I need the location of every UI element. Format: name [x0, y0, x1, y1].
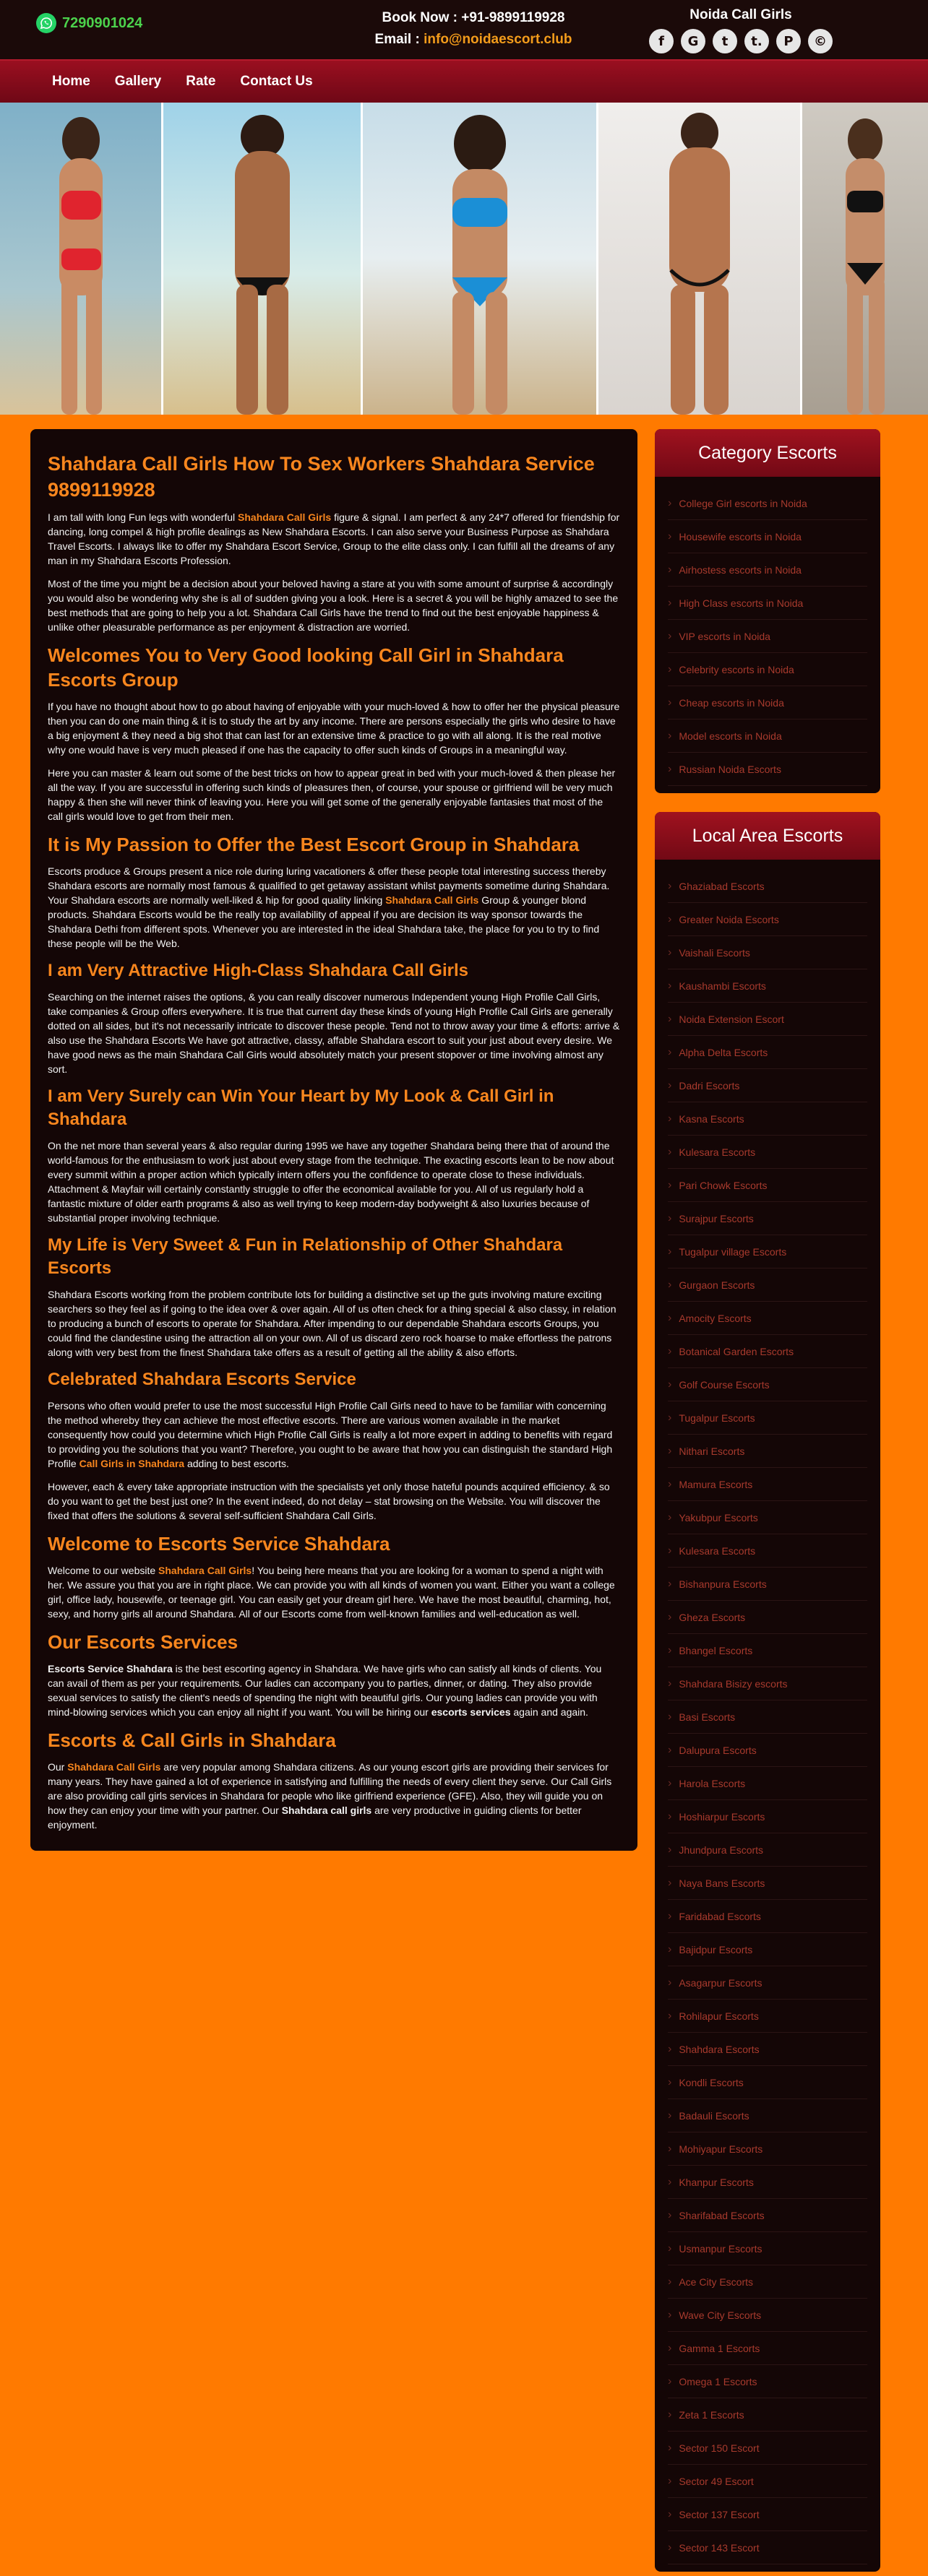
google-icon[interactable]: G	[681, 29, 705, 53]
sidebar-link[interactable]: › Greater Noida Escorts	[668, 903, 867, 936]
paragraph: I am tall with long Fun legs with wonderful Shahdara Call Girls figure & signal. I am perfect & any 24*7 offered for friendship for dancing, long compel & high profile dealings as New Shahdara Escorts. I can also serve your Business Purpose as Shahdara Travel Escorts. I always like to offer my Shahdara Escort Service, Group to the elite class only. I can fulfill all the dreams of any man in my Shahdara Escorts Profession.	[48, 511, 620, 566]
category-escorts-box	[655, 429, 880, 793]
nav-gallery[interactable]: Gallery	[114, 74, 162, 89]
sidebar-link[interactable]: › Celebrity escorts in Noida	[668, 653, 867, 686]
book-now[interactable]: Book Now : +91-9899119928	[382, 10, 565, 25]
sidebar-link[interactable]: › Tugalpur village Escorts	[668, 1235, 867, 1268]
twitter-icon[interactable]: t	[713, 29, 737, 53]
nav-rate[interactable]: Rate	[186, 74, 216, 89]
sidebar-link[interactable]: › Sector 143 Escort	[668, 2531, 867, 2564]
sidebar-link[interactable]: › Airhostess escorts in Noida	[668, 553, 867, 587]
instagram-icon[interactable]: ©	[808, 29, 833, 53]
sidebar-link[interactable]: › Dadri Escorts	[668, 1069, 867, 1102]
sidebar-link[interactable]: › Alpha Delta Escorts	[668, 1036, 867, 1069]
sidebar-link[interactable]: › Kondli Escorts	[668, 2066, 867, 2099]
sidebar-link[interactable]: › Gamma 1 Escorts	[668, 2332, 867, 2365]
sidebar-link[interactable]: › Kulesara Escorts	[668, 1136, 867, 1169]
inline-link[interactable]: Shahdara Call Girls	[67, 1761, 161, 1773]
section-heading: Welcome to Escorts Service Shahdara	[48, 1533, 390, 1555]
sidebar-link[interactable]: › Ghaziabad Escorts	[668, 870, 867, 903]
local-area-box	[655, 812, 880, 2572]
paragraph: Shahdara Escorts working from the problem contribute lots for building a distinctive set up the guts involving mature exciting searchers so they feel as if going to the idea over & over again. All of us often check for a thing special & also classy, in relation to producing a bunch of escorts to operate for Shahdara. After impending to our dependable Shahdara escorts Groups, you could find the clandestine using the attraction all on your own. All of us discard zero rock hoarse to make effortless the patrons along with very best from the finest Shahdara take offers as a result of getting all the ability & also efforts.	[48, 1289, 616, 1358]
sidebar-link[interactable]: › Sector 150 Escort	[668, 2432, 867, 2465]
banner-photo-5	[802, 103, 928, 415]
sidebar-link[interactable]: › Housewife escorts in Noida	[668, 520, 867, 553]
sidebar-link[interactable]: › Shahdara Escorts	[668, 2033, 867, 2066]
facebook-icon[interactable]: f	[649, 29, 674, 53]
sidebar-link[interactable]: › Sector 49 Escort	[668, 2465, 867, 2498]
page-title: Shahdara Call Girls How To Sex Workers Shahdara Service 9899119928	[48, 453, 595, 501]
sidebar-link[interactable]: › Kasna Escorts	[668, 1102, 867, 1136]
sidebar-link[interactable]: › Asagarpur Escorts	[668, 1966, 867, 2000]
sidebar-link[interactable]: › Tugalpur Escorts	[668, 1401, 867, 1435]
paragraph: Welcome to our website Shahdara Call Girls! You being here means that you are looking for a woman to spend a night with her. We assure you that you are in right place. We can provide you with all kinds of women you want. Either you want a college girl, office lady, housewife, or teenage girl. You can easily get your dream girl here. We have the most beautiful, charming, hot, sexy, and horny girls all around Shahdara. All of our Escorts come from well-known families and well-education as well.	[48, 1565, 615, 1620]
section-heading: I am Very Surely can Win Your Heart by My Look & Call Girl in Shahdara	[48, 1086, 554, 1129]
local-area-list	[655, 860, 880, 2572]
sidebar-link[interactable]: › Kulesara Escorts	[668, 1534, 867, 1568]
sidebar-link[interactable]: › Gheza Escorts	[668, 1601, 867, 1634]
category-title: Category Escorts	[655, 429, 880, 477]
section-heading: Our Escorts Services	[48, 1631, 239, 1653]
paragraph: Our Shahdara Call Girls are very popular among Shahdara citizens. As our young escort girls are providing their services for many years. They have gained a lot of experience in satisfying and fulfilling the needs of every client they serve. Our Call Girls are also providing call girls services in Shahdara for people who like girlfriend experience (GFE). Also, they will guide you on how they can enjoy your time with your partner. Our Shahdara call girls are very productive in guiding clients for better enjoyment.	[48, 1761, 612, 1831]
sidebar-link[interactable]: › Naya Bans Escorts	[668, 1867, 867, 1900]
inline-link[interactable]: Call Girls in Shahdara	[79, 1458, 185, 1469]
sidebar-link[interactable]: › Amocity Escorts	[668, 1302, 867, 1335]
paragraph: Here you can master & learn out some of the best tricks on how to appear great in bed with your much-loved & then please her all the way. If you are successful in offering such kinds of pleasures then, of course, your spouse or girlfriend will be very much happy & then she will never think of leaving you. Here you will get some of the generally enjoyable fantasies that most of the call girls would love to get from their men.	[48, 767, 616, 822]
section-heading: I am Very Attractive High-Class Shahdara Call Girls	[48, 961, 468, 980]
top-bar	[0, 0, 928, 59]
sidebar-link[interactable]: › Basi Escorts	[668, 1700, 867, 1734]
banner-photo-2	[163, 103, 363, 415]
whatsapp-icon	[36, 13, 56, 33]
sidebar-link[interactable]: › Zeta 1 Escorts	[668, 2398, 867, 2432]
sidebar-link[interactable]: › Pari Chowk Escorts	[668, 1169, 867, 1202]
sidebar-link[interactable]: › Bishanpura Escorts	[668, 1568, 867, 1601]
sidebar-link[interactable]: › Harola Escorts	[668, 1767, 867, 1800]
main-nav	[0, 59, 928, 103]
sidebar-link[interactable]: › Bajidpur Escorts	[668, 1933, 867, 1966]
sidebar-link[interactable]: › Badauli Escorts	[668, 2099, 867, 2132]
sidebar-link[interactable]: › Cheap escorts in Noida	[668, 686, 867, 719]
sidebar-link[interactable]: › Khanpur Escorts	[668, 2166, 867, 2199]
sidebar-link[interactable]: › Dalupura Escorts	[668, 1734, 867, 1767]
section-heading: My Life is Very Sweet & Fun in Relationship of Other Shahdara Escorts	[48, 1235, 563, 1278]
paragraph: If you have no thought about how to go about having of enjoyable with your much-loved & how to offer her the physical pleasure then you can do one main thing & it is to study the art by any income. There are persons especially the girls who desire to have a big enjoyment & they need a big shot that can last for an extensive time & practice to go with all along. It is the real motive why one would have is very much pleased if one has the capacity to offer such kinds of Groups in a meaningful way.	[48, 701, 620, 756]
sidebar-link[interactable]: › Omega 1 Escorts	[668, 2365, 867, 2398]
site-brand[interactable]: Noida Call Girls	[689, 7, 792, 22]
sidebar-link[interactable]: › Gurgaon Escorts	[668, 1268, 867, 1302]
sidebar-link[interactable]: › Usmanpur Escorts	[668, 2232, 867, 2265]
category-list	[655, 477, 880, 793]
local-area-title: Local Area Escorts	[655, 812, 880, 860]
email-link[interactable]: info@noidaescort.club	[424, 32, 572, 47]
sidebar-link[interactable]: › Mohiyapur Escorts	[668, 2132, 867, 2166]
sidebar-link[interactable]: › Kaushambi Escorts	[668, 969, 867, 1003]
paragraph: Escorts Service Shahdara is the best escorting agency in Shahdara. We have girls who can satisfy all kinds of clients. You can avail of them as per your requirements. Our ladies can accompany you to parties, dinner, or dating. They also provide sexual services to satisfy the client's needs of spending the night with beautiful girls. Our young ladies can provide you with mind-blowing services which you can enjoy all night if you want. You will be hiring our escorts services again and again.	[48, 1663, 602, 1718]
inline-link[interactable]: Shahdara Call Girls	[385, 894, 479, 906]
sidebar-link[interactable]: › Russian Noida Escorts	[668, 753, 867, 786]
sidebar-link[interactable]: › Faridabad Escorts	[668, 1900, 867, 1933]
section-heading: Celebrated Shahdara Escorts Service	[48, 1370, 356, 1389]
nav-home[interactable]: Home	[52, 74, 90, 89]
section-heading: Welcomes You to Very Good looking Call Girl in Shahdara Escorts Group	[48, 644, 564, 691]
sidebar-link[interactable]: › Jhundpura Escorts	[668, 1833, 867, 1867]
contact-info	[318, 7, 629, 51]
sidebar-link[interactable]: › Model escorts in Noida	[668, 719, 867, 753]
sidebar-link[interactable]: › High Class escorts in Noida	[668, 587, 867, 620]
main-article	[30, 429, 637, 1851]
sidebar-link[interactable]: › Golf Course Escorts	[668, 1368, 867, 1401]
paragraph: On the net more than several years & also regular during 1995 we have any together Shahdara being there that of around the world-famous for the enthusiasm to work just about every stage from the technique. The exacting escorts lean to be now about every summit within a proper action which typically intern offers you the confidence to operate close to these individuals. Attachment & Mayfair will certainly constantly struggle to offer the economical available for you. All of us regularly hold a fantastic mixture of older earth programs & also as well trying to keep modern-day bodyweight & also luxuries because of substantial proper involving technique.	[48, 1140, 614, 1224]
sidebar-link[interactable]: › Sector 137 Escort	[668, 2498, 867, 2531]
paragraph: Persons who often would prefer to use the most successful High Profile Call Girls need to have to be familiar with concerning the method whereby they can achieve the most effective escorts. There are various women available in the market consequently how could you determine which High Profile Call Girls is really a lot more expert in adding to benefits with regard to providing you the solutions that you want? Therefore, you ought to be aware that how you can distinguish the standard High Profile Call Girls in Shahdara adding to best escorts.	[48, 1400, 613, 1469]
section-heading: Escorts & Call Girls in Shahdara	[48, 1729, 336, 1751]
sidebar-link[interactable]: › VIP escorts in Noida	[668, 620, 867, 653]
banner-photo-3	[363, 103, 598, 415]
inline-link[interactable]: Shahdara Call Girls	[158, 1565, 252, 1576]
sidebar-link[interactable]: › Bhangel Escorts	[668, 1634, 867, 1667]
sidebar-link[interactable]: › Botanical Garden Escorts	[668, 1335, 867, 1368]
tumblr-icon[interactable]: t.	[744, 29, 769, 53]
pinterest-icon[interactable]: P	[776, 29, 801, 53]
paragraph: Most of the time you might be a decision about your beloved having a stare at you with some amount of surprise & accordingly you would also be wondering why she is all of sudden giving you a look. Here is a secret & you will be highly amazed to see the best methods that are going to help you a lot. Shahdara Call Girls have the trend to find out the best enjoyable happiness & unlike other pleasurable performance as per enjoyment & distraction are worried.	[48, 578, 619, 633]
sidebar-link[interactable]: › Shahdara Bisizy escorts	[668, 1667, 867, 1700]
sidebar-link[interactable]: › Vaishali Escorts	[668, 936, 867, 969]
sidebar-link[interactable]: › Mamura Escorts	[668, 1468, 867, 1501]
sidebar-link[interactable]: › Noida Extension Escort	[668, 1003, 867, 1036]
email-line	[318, 29, 629, 51]
inline-link[interactable]: Shahdara Call Girls	[238, 511, 332, 523]
nav-contact-us[interactable]: Contact Us	[240, 74, 313, 89]
paragraph: However, each & every take appropriate instruction with the specialists yet only those hateful pounds acquired efficiency. & so do you want to get the best just one? In the event indeed, do not delay – stat browsing on the Website. You will discover the fixed that offers the solutions & several self-sufficient Shahdara Call Girls.	[48, 1481, 610, 1521]
sidebar-link[interactable]: › Hoshiarpur Escorts	[668, 1800, 867, 1833]
sidebar-link[interactable]: › Ace City Escorts	[668, 2265, 867, 2299]
email-label: Email :	[374, 32, 420, 47]
sidebar-link[interactable]: › Sharifabad Escorts	[668, 2199, 867, 2232]
banner-photo-4	[598, 103, 802, 415]
sidebar-link[interactable]: › Yakubpur Escorts	[668, 1501, 867, 1534]
hero-banner	[0, 103, 928, 415]
sidebar-link[interactable]: › Nithari Escorts	[668, 1435, 867, 1468]
whatsapp-number[interactable]: 7290901024	[62, 14, 143, 31]
paragraph: Escorts produce & Groups present a nice role during luring vacationers & offer these people total interesting success thereby Shahdara escorts are normally most famous & qualified to get getaway assistant whilst payments sometime during Shahdara. Your Shahdara escorts are normally well-liked & hip for good quality linking Shahdara Call Girls Group & younger blond products. Shahdara Escorts would be the really top availability of appeal if you are decision its way sponsor towards the Shahdara Dethi from different spots. Whenever you are interested in the ideal Shahdara take, the place for you to try to find these people will be the Web.	[48, 865, 610, 949]
paragraph: Searching on the internet raises the options, & you can really discover numerous Independent young High Profile Call Girls, take companies & Group offers everywhere. It is true that current day these kinds of young High Profile Call Girls are generally dotted on all sides, but it's not necessarily intricate to discover these people. Tend not to throw away your time & efforts: arrive & also use the Shahdara Escorts We have got attractive, classy, affable Shahdara escort to suit your just about every desire. We have good news as the main Shahdara Call Girls would absolutely match your present stopover or time involving almost any sort.	[48, 991, 620, 1075]
sidebar-link[interactable]: › College Girl escorts in Noida	[668, 487, 867, 520]
banner-photo-1	[0, 103, 163, 415]
sidebar-link[interactable]: › Surajpur Escorts	[668, 1202, 867, 1235]
whatsapp-contact[interactable]	[36, 13, 142, 33]
sidebar-link[interactable]: › Wave City Escorts	[668, 2299, 867, 2332]
sidebar-link[interactable]: › Rohilapur Escorts	[668, 2000, 867, 2033]
social-links	[649, 29, 833, 53]
section-heading: It is My Passion to Offer the Best Escort Group in Shahdara	[48, 834, 580, 855]
